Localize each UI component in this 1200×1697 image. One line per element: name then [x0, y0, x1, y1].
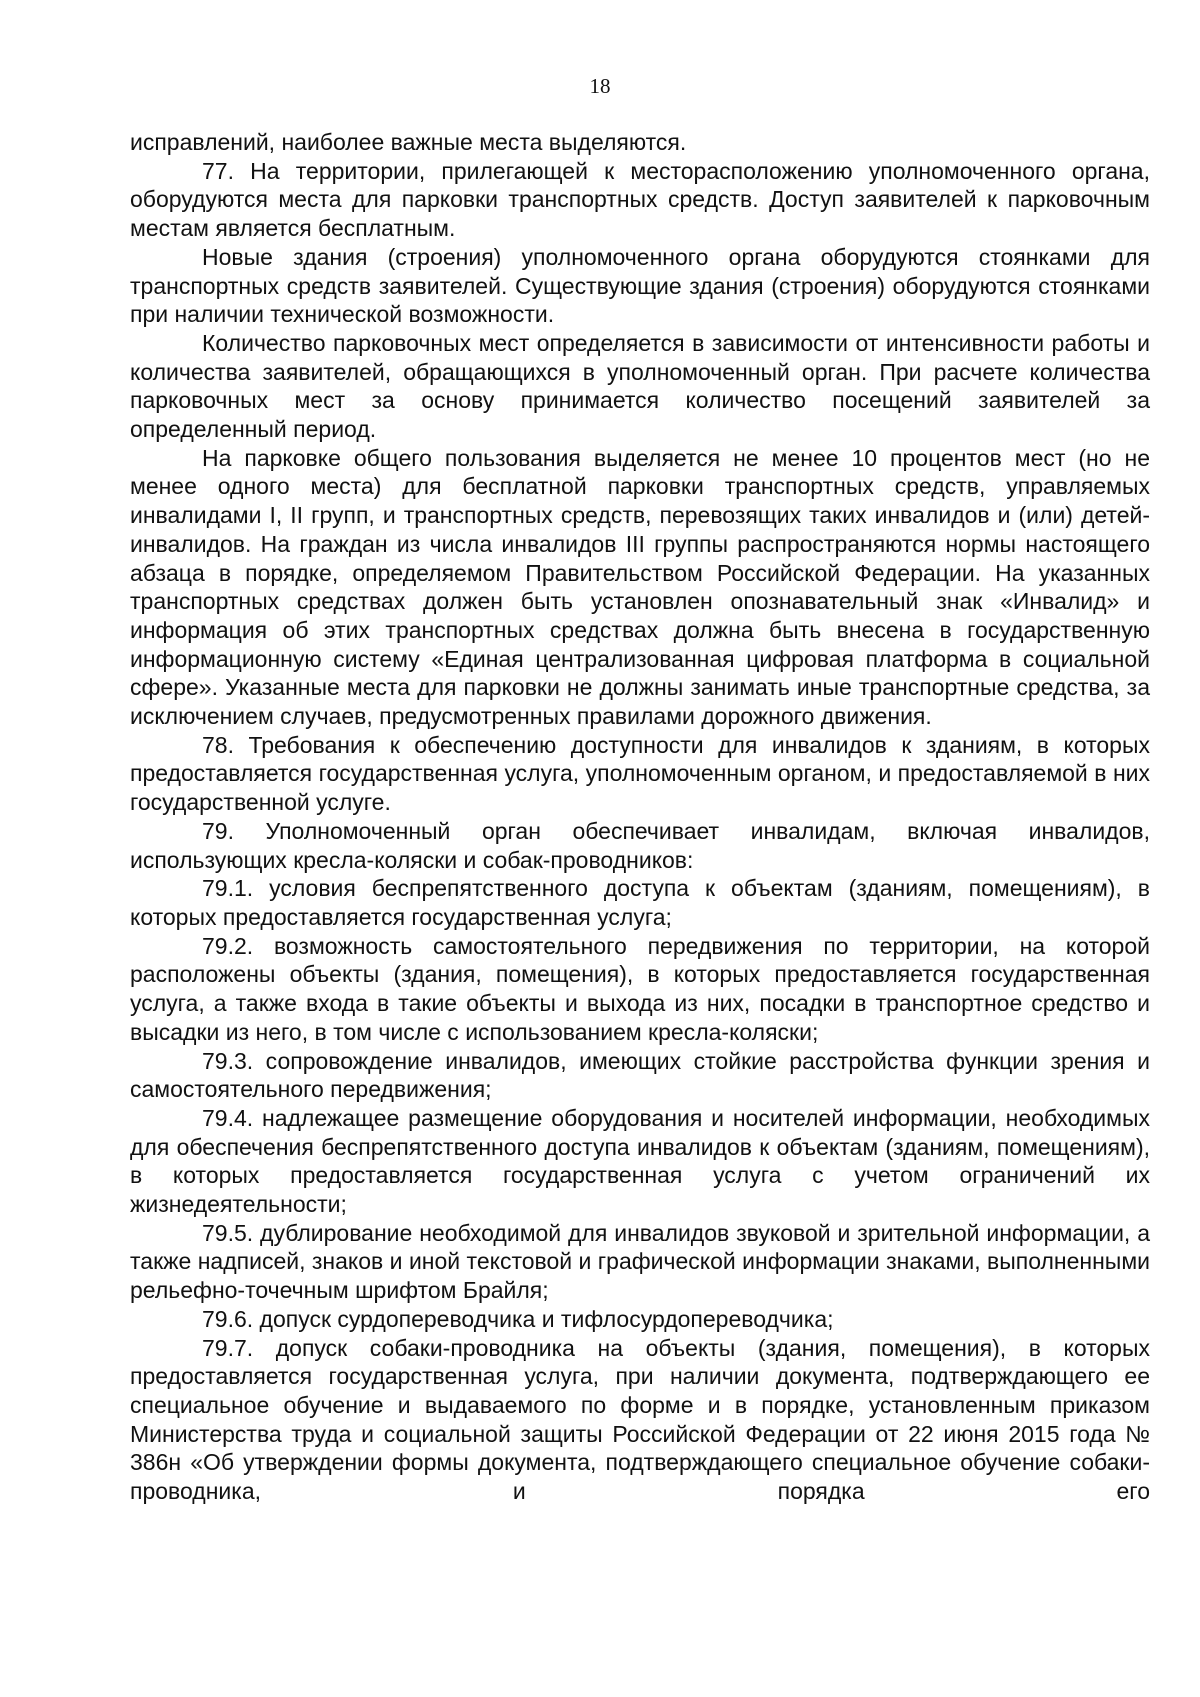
paragraph-parking-count: Количество парковочных мест определяется в зависимости от интенсивности работы и количества заявителей, обращающихся в уполномоченный орган. При расчете количества парковочных мест за основу принимается количество посещений заявителей за определенный период.	[130, 329, 1150, 443]
paragraph-continuation: исправлений, наиболее важные места выделяются.	[130, 129, 687, 155]
paragraph-78: 78. Требования к обеспечению доступности для инвалидов к зданиям, в которых предоставляется государственная услуга, уполномоченным органом, и предоставляемой в них государственной услуге.	[130, 731, 1150, 816]
paragraph-new-buildings: Новые здания (строения) уполномоченного органа оборудуются стоянками для транспортных средств заявителей. Существующие здания (строения) оборудуются стоянками при наличии технической возможности.	[130, 243, 1150, 328]
paragraph-79-7: 79.7. допуск собаки-проводника на объекты (здания, помещения), в которых предоставляется государственная услуга, при наличии документа, подтверждающего ее специальное обучение и выдаваемого по форме и в порядке, установленным приказом Министерства труда и социальной защиты Российской Федерации от 22 июня 2015 года № 386н «Об утверждении формы документа, подтверждающего специальное обучение собаки-проводника, и порядка его	[130, 1334, 1150, 1505]
paragraph-77: 77. На территории, прилегающей к месторасположению уполномоченного органа, оборудуются места для парковки транспортных средств. Доступ заявителей к парковочным местам является бесплатным.	[130, 157, 1150, 242]
paragraph-79-5: 79.5. дублирование необходимой для инвалидов звуковой и зрительной информации, а также надписей, знаков и иной текстовой и графической информации знаками, выполненными рельефно-точечным шрифтом Брайля;	[130, 1219, 1150, 1304]
paragraph-79: 79. Уполномоченный орган обеспечивает инвалидам, включая инвалидов, использующих кресла-коляски и собак-проводников:	[130, 817, 1150, 873]
paragraph-79-3: 79.3. сопровождение инвалидов, имеющих стойкие расстройства функции зрения и самостоятельного передвижения;	[130, 1047, 1150, 1103]
paragraph-79-2: 79.2. возможность самостоятельного передвижения по территории, на которой расположены объекты (здания, помещения), в которых предоставляется государственная услуга, а также входа в такие объекты и выхода из них, посадки в транспортное средство и высадки из него, в том числе с использованием кресла-коляски;	[130, 932, 1150, 1045]
paragraph-disabled-parking: На парковке общего пользования выделяется не менее 10 процентов мест (но не менее одного места) для бесплатной парковки транспортных средств, управляемых инвалидами I, II групп, и транспортных средств, перевозящих таких инвалидов и (или) детей-инвалидов. На граждан из числа инвалидов III группы распространяются нормы настоящего абзаца в порядке, определяемом Правительством Российской Федерации. На указанных транспортных средствах должен быть установлен опознавательный знак «Инвалид» и информация об этих транспортных средствах должна быть внесена в государственную информационную систему «Единая централизованная цифровая платформа в социальной сфере». Указанные места для парковки не должны занимать иные транспортные средства, за исключением случаев, предусмотренных правилами дорожного движения.	[130, 444, 1150, 730]
page-number: 18	[589, 74, 611, 98]
document-body	[130, 128, 1150, 1506]
paragraph-79-1: 79.1. условия беспрепятственного доступа к объектам (зданиям, помещениям), в которых предоставляется государственная услуга;	[130, 875, 1150, 930]
paragraph-79-6: 79.6. допуск сурдопереводчика и тифлосурдопереводчика;	[202, 1305, 834, 1332]
paragraph-79-4: 79.4. надлежащее размещение оборудования и носителей информации, необходимых для обеспечения беспрепятственного доступа инвалидов к объектам (зданиям, помещениям), в которых предоставляется государственная услуга с учетом ограничений их жизнедеятельности;	[130, 1104, 1150, 1218]
